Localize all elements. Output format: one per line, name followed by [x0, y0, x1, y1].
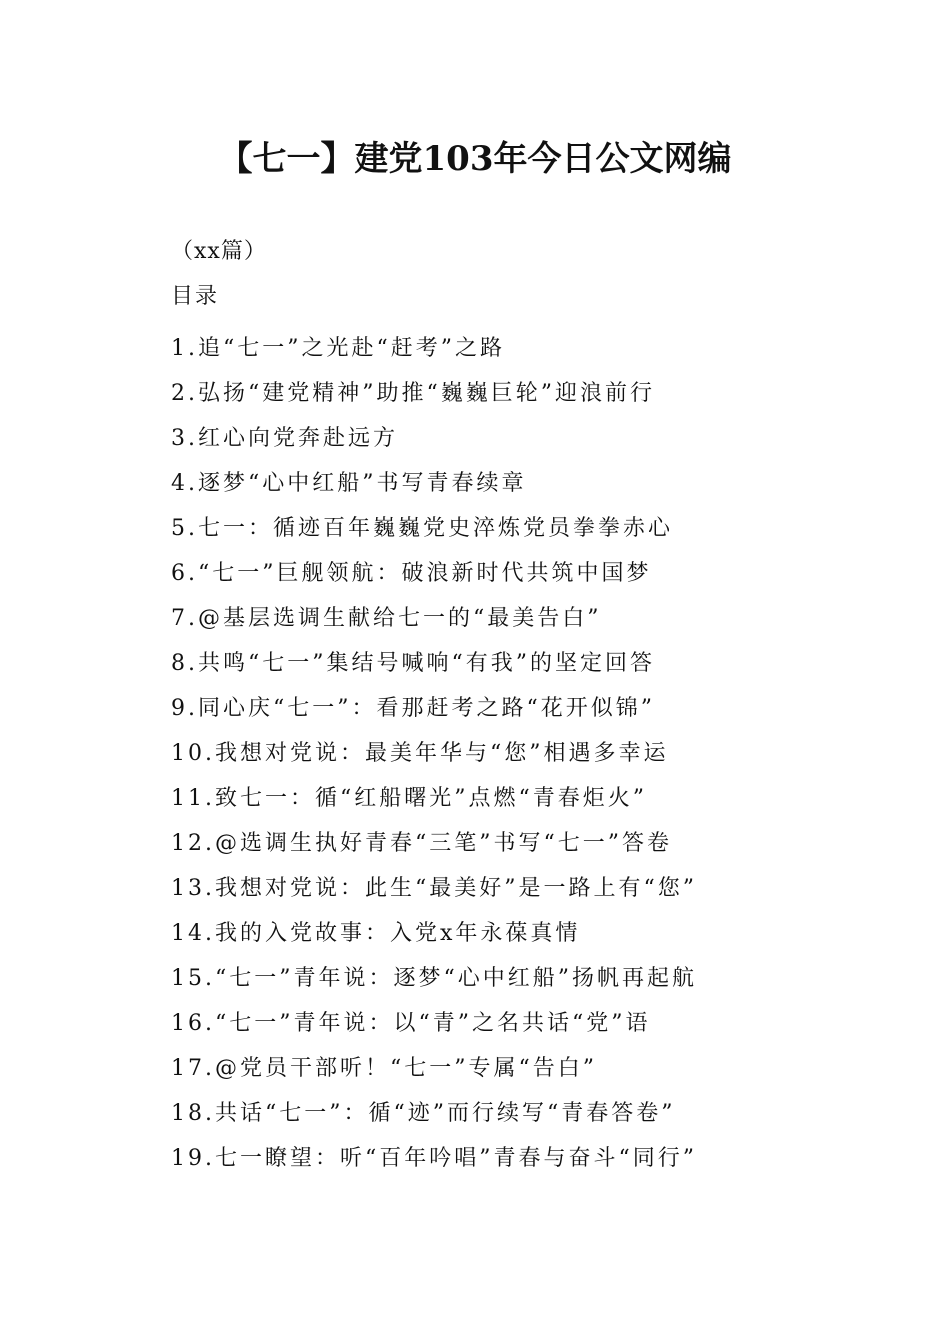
toc-item: 10.我想对党说：最美年华与“您”相遇多幸运	[171, 741, 669, 766]
toc-item: 13.我想对党说：此生“最美好”是一路上有“您”	[171, 876, 697, 901]
toc-item: 4.逐梦“心中红船”书写青春续章	[171, 471, 527, 496]
document-title: 【七一】建党103年今日公文网编	[218, 139, 732, 179]
toc-item: 3.红心向党奔赴远方	[171, 426, 398, 451]
article-count: （xx篇）	[171, 239, 267, 264]
toc-item: 19.七一瞭望：听“百年吟唱”青春与奋斗“同行”	[171, 1146, 697, 1171]
toc-item: 5.七一：循迹百年巍巍党史淬炼党员拳拳赤心	[171, 516, 673, 541]
toc-item: 7.@基层选调生献给七一的“最美告白”	[171, 606, 602, 631]
toc-item: 12.@选调生执好青春“三笔”书写“七一”答卷	[171, 831, 672, 856]
toc-item: 14.我的入党故事：入党x年永葆真情	[171, 921, 581, 946]
toc-item: 11.致七一：循“红船曙光”点燃“青春炬火”	[171, 786, 647, 811]
toc-item: 1.追“七一”之光赴“赶考”之路	[171, 336, 505, 361]
toc-item: 6.“七一”巨舰领航：破浪新时代共筑中国梦	[171, 561, 652, 586]
toc-item: 18.共话“七一”：循“迹”而行续写“青春答卷”	[171, 1101, 676, 1126]
toc-item: 8.共鸣“七一”集结号喊响“有我”的坚定回答	[171, 651, 655, 676]
toc-item: 15.“七一”青年说：逐梦“心中红船”扬帆再起航	[171, 966, 697, 991]
toc-item: 9.同心庆“七一”：看那赶考之路“花开似锦”	[171, 696, 655, 721]
toc-list	[171, 326, 871, 1181]
toc-item: 17.@党员干部听！“七一”专属“告白”	[171, 1056, 597, 1081]
toc-heading: 目录	[171, 284, 220, 309]
toc-item: 2.弘扬“建党精神”助推“巍巍巨轮”迎浪前行	[171, 381, 655, 406]
toc-item: 16.“七一”青年说：以“青”之名共话“党”语	[171, 1011, 651, 1036]
